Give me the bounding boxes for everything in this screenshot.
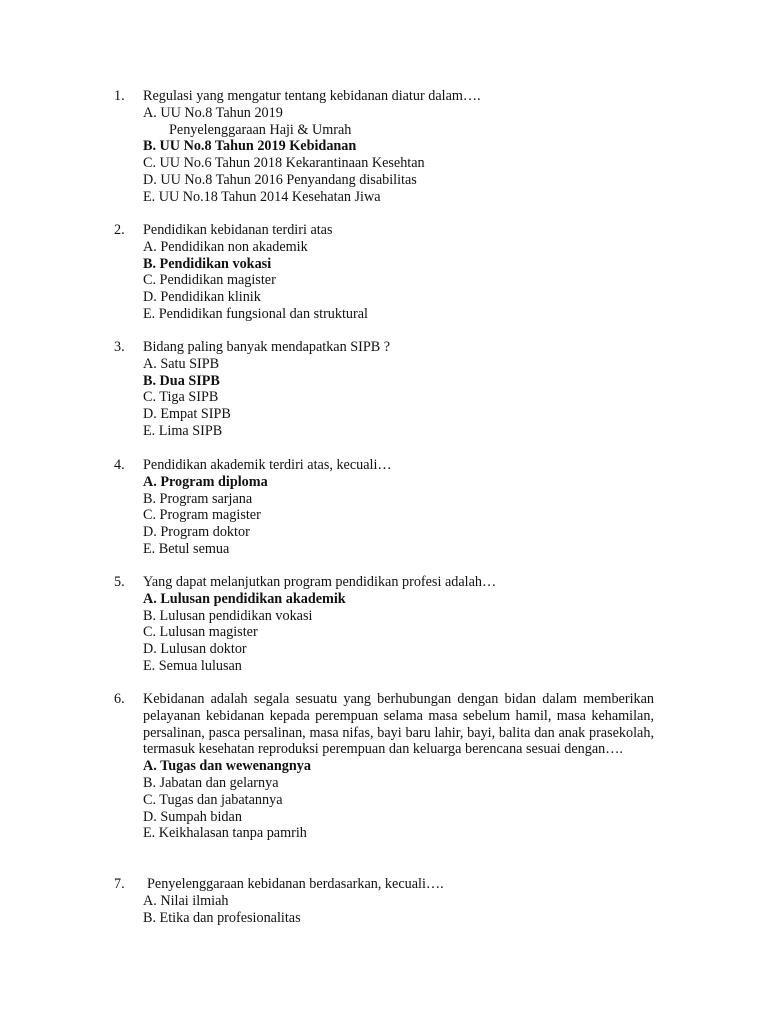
question-5 — [114, 574, 654, 675]
option-a: A. UU No.8 Tahun 2019 — [143, 104, 283, 121]
option-list — [143, 474, 654, 558]
option-d: D. Empat SIPB — [143, 406, 231, 423]
option-list — [143, 105, 654, 206]
option-a-answer: A. Lulusan pendidikan akademik — [143, 590, 346, 607]
option-e: E. Keikhalasan tanpa pamrih — [143, 825, 307, 842]
option-a-answer: A. Tugas dan wewenangnya — [143, 758, 311, 775]
option-e: E. Semua lulusan — [143, 657, 242, 674]
question-number: 2. — [114, 222, 125, 238]
option-b-answer: B. Pendidikan vokasi — [143, 255, 272, 272]
option-c: C. Pendidikan magister — [143, 272, 276, 289]
question-header — [114, 876, 654, 893]
option-b-answer: B. UU No.8 Tahun 2019 Kebidanan — [143, 138, 357, 155]
question-6 — [114, 691, 654, 842]
option-a-answer: A. Program diploma — [143, 473, 268, 490]
option-d: D. Program doktor — [143, 524, 250, 541]
option-c: C. Lulusan magister — [143, 624, 258, 641]
question-header — [114, 574, 654, 591]
question-text: Penyelenggaraan kebidanan berdasarkan, kecuali…. — [147, 876, 444, 892]
option-b: B. Program sarjana — [143, 490, 253, 507]
option-a: A. Nilai ilmiah — [143, 892, 229, 909]
question-3 — [114, 339, 654, 440]
question-text: Bidang paling banyak mendapatkan SIPB ? — [143, 339, 391, 355]
option-c: C. UU No.6 Tahun 2018 Kekarantinaan Kesehtan — [143, 155, 425, 172]
question-header — [114, 88, 654, 105]
option-list — [143, 356, 654, 440]
option-e: E. Pendidikan fungsional dan struktural — [143, 305, 368, 322]
question-number: 1. — [114, 88, 125, 104]
option-c: C. Program magister — [143, 507, 261, 524]
option-c: C. Tugas dan jabatannya — [143, 791, 283, 808]
option-e: E. Lima SIPB — [143, 422, 223, 439]
question-text: Regulasi yang mengatur tentang kebidanan diatur dalam…. — [143, 88, 481, 104]
question-4 — [114, 457, 654, 558]
question-text: Kebidanan adalah segala sesuatu yang berhubungan dengan bidan dalam memberikan pelayanan kebidanan kepada perempuan selama masa sebelum hamil, masa kehamilan, persalinan, pasca persalinan, masa nifas, bayi baru lahir, bayi, balita dan anak prasekolah, termasuk kesehatan reproduksi perempuan dan keluarga berencana sesuai dengan…. — [143, 691, 654, 758]
option-a: A. Pendidikan non akademik — [143, 238, 308, 255]
option-d: D. Pendidikan klinik — [143, 289, 261, 306]
option-a-continuation: Penyelenggaraan Haji & Umrah — [169, 121, 352, 138]
question-header — [114, 457, 654, 474]
question-number: 7. — [114, 876, 125, 892]
question-number: 4. — [114, 457, 125, 473]
question-number: 3. — [114, 339, 125, 355]
question-text: Pendidikan akademik terdiri atas, kecuali… — [143, 457, 392, 473]
question-header — [114, 339, 654, 356]
option-b: B. Lulusan pendidikan vokasi — [143, 607, 313, 624]
option-list — [143, 893, 654, 927]
question-number: 6. — [114, 691, 125, 707]
option-d: D. Sumpah bidan — [143, 808, 242, 825]
option-list — [143, 758, 654, 842]
question-text: Pendidikan kebidanan terdiri atas — [143, 222, 333, 238]
option-e: E. UU No.18 Tahun 2014 Kesehatan Jiwa — [143, 188, 381, 205]
question-number: 5. — [114, 574, 125, 590]
option-b: B. Jabatan dan gelarnya — [143, 774, 279, 791]
question-7 — [114, 876, 654, 926]
option-c: C. Tiga SIPB — [143, 389, 219, 406]
option-list — [143, 239, 654, 323]
option-e: E. Betul semua — [143, 540, 230, 557]
option-d: D. UU No.8 Tahun 2016 Penyandang disabilitas — [143, 171, 417, 188]
question-header — [114, 222, 654, 239]
question-2 — [114, 222, 654, 323]
option-b: B. Etika dan profesionalitas — [143, 909, 301, 926]
question-header — [114, 691, 654, 758]
option-list — [143, 591, 654, 675]
option-b-answer: B. Dua SIPB — [143, 372, 220, 389]
question-text: Yang dapat melanjutkan program pendidikan profesi adalah… — [143, 574, 497, 590]
option-a: A. Satu SIPB — [143, 355, 220, 372]
question-1 — [114, 88, 654, 206]
option-d: D. Lulusan doktor — [143, 641, 247, 658]
